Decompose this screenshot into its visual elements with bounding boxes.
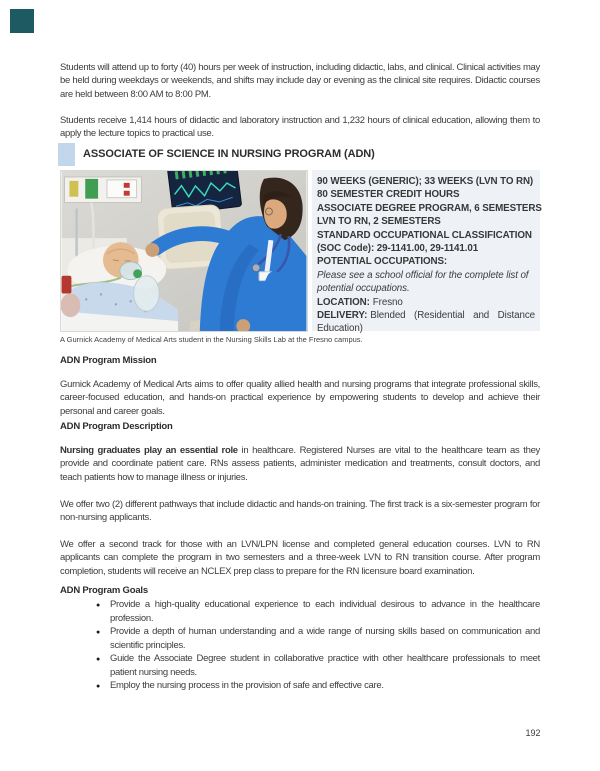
info-note-line-1: Please see a school official for the complete list of [317, 269, 529, 281]
nursing-lab-photo-illustration [61, 171, 307, 331]
photo-caption: A Gurnick Academy of Medical Arts student in the Nursing Skills Lab at the Fresno campus. [60, 335, 363, 344]
program-title: ASSOCIATE OF SCIENCE IN NURSING PROGRAM (ADN) [83, 148, 375, 160]
info-credit-hours: 80 SEMESTER CREDIT HOURS [317, 189, 460, 201]
info-weeks: 90 WEEKS (GENERIC); 33 WEEKS (LVN TO RN) [317, 176, 534, 187]
heading-bullet-square [58, 143, 75, 166]
description-bold-lead: Nursing graduates play an essential role [60, 444, 238, 456]
headwall-outlets [64, 177, 141, 203]
red-iv-bag [62, 276, 72, 294]
info-note-line-2: potential occupations. [317, 283, 410, 295]
info-lvn-rn: LVN TO RN, 2 SEMESTERS [317, 216, 441, 228]
info-potential-occupations: POTENTIAL OCCUPATIONS: [317, 256, 448, 268]
goal-item: ● Employ the nursing process in the provision of safe and effective care. [60, 679, 540, 693]
description-heading: ADN Program Description [60, 421, 173, 432]
info-location: LOCATION: Fresno [317, 296, 403, 308]
corner-marker [10, 9, 34, 33]
mission-body: Gurnick Academy of Medical Arts aims to offer quality allied health and nursing programs that integrate professional skills, career-focused education, and hands-on practical experience by empowering students to develop and achieve their personal and career goals. [60, 378, 540, 417]
goals-heading: ADN Program Goals [60, 585, 148, 596]
goal-item: ● Provide a depth of human understanding and a wide range of nursing skills based on communication and scientific principles. [60, 625, 540, 652]
program-info-panel [312, 170, 542, 335]
mission-heading: ADN Program Mission [60, 355, 157, 366]
ventilation-bag [134, 276, 160, 312]
description-paragraph-2: We offer two (2) different pathways that include didactic and hands-on training. The first track is a six-semester program for non-nursing applicants. [60, 498, 540, 523]
description-paragraph-1: Nursing graduates play an essential role in healthcare. Registered Nurses are vital to the healthcare team as they provide and coordinate patient care. RNs assess patients, administer medication and treatments, consult doctors, and teach patients how to manage illness or injuries. [60, 444, 541, 483]
program-heading [58, 142, 540, 166]
goal-item: ● Provide a high-quality educational experience to each individual desirous to advance in the healthcare profession. [60, 598, 540, 625]
info-degree-program: ASSOCIATE DEGREE PROGRAM, 6 SEMESTERS [317, 202, 542, 214]
info-delivery-line-1: DELIVERY: Blended (Residential and Distance [317, 310, 535, 322]
description-paragraph-3: We offer a second track for those with an LVN/LPN license and completed general education courses. LVN to RN applicants can complete the program in two semesters and a three-week LVN to RN transition course. After program completion, students will receive an NCLEX prep class to prepare for the RN licensure board examination. [60, 538, 540, 577]
info-soc-code: (SOC Code): 29-1141.00, 29-1141.01 [317, 243, 479, 255]
goal-item: ● Guide the Associate Degree student in collaborative practice with other healthcare professionals to meet patient nursing needs. [60, 652, 540, 679]
goals-list [60, 598, 540, 693]
program-photo [60, 170, 308, 332]
intro-paragraph-1: Students will attend up to forty (40) hours per week of instruction, including didactic, labs, and clinical. Clinical activities may be held during weekdays or weekends, and shifts may include day or evening as the clinical site requires. Didactic courses are held between 8:00 AM to 8:00 PM. [60, 61, 540, 100]
info-soc-classification: STANDARD OCCUPATIONAL CLASSIFICATION [317, 229, 532, 241]
nurse-hand [145, 243, 159, 257]
intro-paragraph-2: Students receive 1,414 hours of didactic and laboratory instruction and 1,232 hours of clinical education, allowing them to apply the lecture topics to practical use. [60, 114, 540, 139]
info-delivery-line-2: Education) [317, 323, 363, 335]
page-number: 192 [525, 728, 541, 738]
